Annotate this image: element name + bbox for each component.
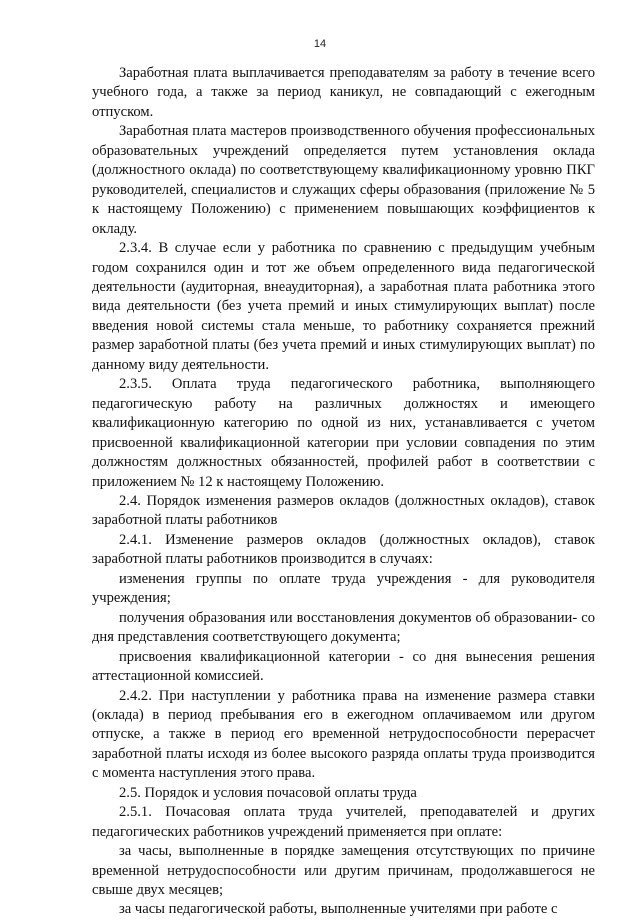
list-item-qualification: присвоения квалификационной категории - со дня вынесения решения аттестационной комиссией.: [92, 648, 595, 685]
paragraph-2-5-1: 2.5.1. Почасовая оплата труда учителей, преподавателей и других педагогических работников учреждений применяется при оплате:: [92, 804, 595, 840]
list-item-education: получения образования или восстановления документов об образовании- со дня представления соответствующего документа;: [92, 609, 595, 646]
paragraph-2-3-4: 2.3.4. В случае если у работника по сравнению с предыдущим учебным годом сохранился один и тот же объем определенного вида педагогической деятельности (аудиторная, внеаудиторная), а заработная плата работника этого вида деятельности (без учета премий и иных стимулирующих выплат) после введения новой системы стала меньше, то работнику сохраняется прежний размер заработной платы (без учета премий и иных стимулирующих выплат) по данному виду деятельности.: [92, 240, 595, 373]
paragraph-masters-salary: Заработная плата мастеров производственного обучения профессиональных образовательных учреждений определяется путем установления оклада (должностного оклада) по соответствующему квалификационному уровню ПКГ руководителей, специалистов и служащих сферы образования (приложение № 5 к настоящему Положению) с применением повышающих коэффициентов к окладу.: [92, 123, 595, 237]
paragraph-2-4-1: 2.4.1. Изменение размеров окладов (должностных окладов), ставок заработной платы работников производится в случаях:: [92, 531, 595, 568]
list-item-group-change: изменения группы по оплате труда учреждения - для руководителя учреждения;: [92, 570, 595, 607]
paragraph-2-4-2: 2.4.2. При наступлении у работника права на изменение размера ставки (оклада) в период пребывания его в ежегодном оплачиваемом или другом отпуске, а также в период его временной нетрудоспособности перерасчет заработной платы исходя из более высокого разряда оплаты труда производится с момента наступления этого права.: [92, 687, 595, 782]
document-body: [92, 64, 595, 920]
list-item-substitution-hours: за часы, выполненные в порядке замещения отсутствующих по причине временной нетрудоспособности или другим причинам, продолжавшегося не свыше двух месяцев;: [92, 843, 595, 899]
paragraph-2-3-5: 2.3.5. Оплата труда педагогического работника, выполняющего педагогическую работу на различных должностях и имеющего квалификационную категорию по одной из них, устанавливается с учетом присвоенной квалификационной категории при условии совпадения по этим должностям должностных обязанностей, профилей работ в соответствии с приложением № 12 к настоящему Положению.: [92, 376, 595, 490]
section-heading-2-5: 2.5. Порядок и условия почасовой оплаты труда: [119, 784, 417, 801]
section-heading-2-4: 2.4. Порядок изменения размеров окладов (должностных окладов), ставок заработной платы работников: [92, 492, 595, 529]
page-number: 14: [313, 38, 327, 50]
paragraph-teacher-salary: Заработная плата выплачивается преподавателям за работу в течение всего учебного года, а также за период каникул, не совпадающий с ежегодным отпуском.: [92, 65, 595, 120]
list-item-teaching-hours: за часы педагогической работы, выполненные учителями при работе с: [119, 901, 558, 918]
